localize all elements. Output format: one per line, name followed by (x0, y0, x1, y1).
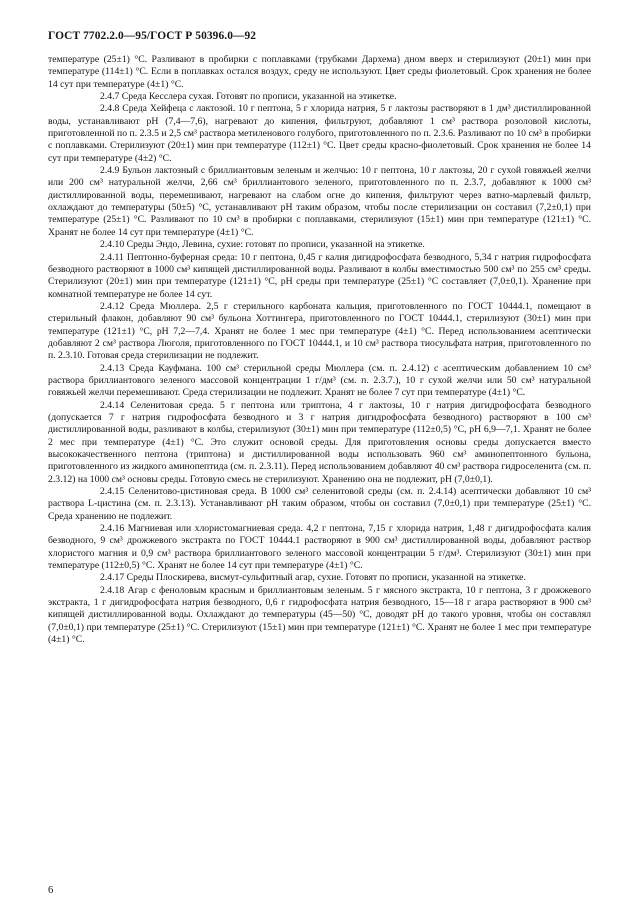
paragraph: 2.4.14 Селенитовая среда. 5 г пептона или триптона, 4 г лактозы, 10 г натрия дигидрофосфата безводного (допускается 7 г натрия гидрофосфата безводного и 3 г натрия дигидрофосфата безводного) растворяют в 100 см³ дистиллированной воды, разливают в колбы, стерилизуют (30±1) мин при температуре (112±0,5) °С, рН 6,9—7,1. Хранят не более 2 мес при температуре (4±1) °С. Это служит основой среды. Для приготовления основы среды допускается вместо высококачественного пептона (триптона) и дистиллированной воды использовать 960 см³ аминопептонного бульона, приготовленного из жидкого аминопептида (см. п. 2.3.11). Перед использованием добавляют 40 см³ раствора гидроселенита (см. п. 2.3.12) на 1000 см³ основы среды. Готовую смесь не стерилизуют. Хранению она не подлежит, рН (7,0±0,1). (48, 399, 591, 485)
paragraph: 2.4.9 Бульон лактозный с бриллиантовым зеленым и желчью: 10 г пептона, 10 г лактозы, 20 г сухой говяжьей желчи или 200 см³ натуральной желчи, 2,66 см³ бриллиантового зеленого, приготовленного по п. 2.3.7, добавляют к 1000 см³ дистиллированной воды, перемешивают, нагревают на слабом огне до кипения, фильтруют через ватно-марлевый фильтр, охлаждают до температуры (50±5) °С, устанавливают рН таким образом, чтобы после стерилизации он составил (7,2±0,1) при температуре (25±1) °С. Разливают по 10 см³ в пробирки с поплавками, стерилизуют (15±1) мин при температуре (121±1) °С. Хранят не более 14 сут при температуре (4±1) °С. (48, 165, 591, 238)
paragraph: 2.4.8 Среда Хейфеца с лактозой. 10 г пептона, 5 г хлорида натрия, 5 г лактозы растворяют в 1 дм³ дистиллированной воды, устанавливают рН (7,4—7,6), нагревают до кипения, фильтруют, добавляют 1 см³ раствора розоловой кислоты, приготовленной по п. 2.3.5 и 2,5 см³ раствора метиленового голубого, приготовленного по п. 2.3.6. Разливают по 10 см³ в пробирки с поплавками. Стерилизуют (20±1) мин при температуре (112±1) °С. Цвет среды красно-фиолетовый. Срок хранения не более 14 сут при температуре (4±2) °С. (48, 103, 591, 164)
paragraph: 2.4.13 Среда Кауфмана. 100 см³ стерильной среды Мюллера (см. п. 2.4.12) с асептическим добавлением 10 см³ раствора бриллиантового зеленого массовой концентрации 1 г/дм³ (см. п. 2.3.7.), 10 г сухой желчи или 50 см³ натуральной говяжьей желчи перемешивают. Среда стерилизации не подлежит. Хранят не более 7 сут при температуре (4±1) °С. (48, 362, 591, 399)
paragraph: 2.4.16 Магниевая или хлористомагниевая среда. 4,2 г пептона, 7,15 г хлорида натрия, 1,48 г дигидрофосфата калия безводного, 9 см³ дрожжевого экстракта по ГОСТ 10444.1 растворяют в 900 см³ дистиллированной воды, добавляют раствор хлористого магния и 0,9 см³ раствора бриллиантового зеленого массовой концентрации 5 г/дм³. Стерилизуют (30±1) мин при температуре (112±0,5) °С. Хранят не более 14 сут при температуре (4±1) °С. (48, 523, 591, 572)
paragraph: 2.4.11 Пептонно-буферная среда: 10 г пептона, 0,45 г калия дигидрофосфата безводного, 5,34 г натрия гидрофосфата безводного растворяют в 1000 см³ кипящей дистиллированной воды. Разливают в колбы вместимостью 500 см³ по 255 см³ среды. Стерилизуют (20±1) мин при температуре (121±1) °С, рН среды при температуре (25±1) °С составляет (7,0±0,1). Хранение при комнатной температуре не более 14 сут. (48, 251, 591, 300)
paragraph: температуре (25±1) °С. Разливают в пробирки с поплавками (трубками Дархема) дном вверх и стерилизуют (20±1) мин при температуре (114±1) °С. Если в поплавках остался воздух, среду не используют. Цвет среды фиолетовый. Срок хранения не более 14 сут при температуре (4±1) °С. (48, 54, 591, 90)
document-header: ГОСТ 7702.2.0—95/ГОСТ Р 50396.0—92 (48, 30, 257, 42)
page-number: 6 (48, 885, 54, 896)
paragraph: 2.4.18 Агар с феноловым красным и бриллиантовым зеленым. 5 г мясного экстракта, 10 г пептона, 3 г дрожжевого экстракта, 1 г дигидрофосфата натрия безводного, 0,6 г гидрофосфата натрия безводного, 15—18 г агара растворяют в 900 см³ кипящей дистиллированной воды. Охлаждают до температуры (45—50) °С, доводят рН до такого уровня, чтобы он составлял (7,0±0,1) при температуре (25±1) °С. Стерилизуют (15±1) мин при температуре (121±1) °С. Хранят не более 1 мес при температуре (4±1) °С. (48, 584, 591, 646)
paragraph: 2.4.12 Среда Мюллера. 2,5 г стерильного карбоната кальция, приготовленного по ГОСТ 10444.1, помещают в стерильный флакон, добавляют 90 см³ бульона Хоттингера, приготовленного по ГОСТ 10444.1, стерилизуют (30±1) мин при температуре (121±1) °С, рН 7,2—7,4. Хранят не более 1 мес при температуре (4±1) °С. Перед использованием асептически добавляют 2 см³ раствора Люголя, приготовленного по ГОСТ 10444.1, и 10 см³ раствора тиосульфата натрия, приготовленного по п. 2.3.10. Готовая среда стерилизации не подлежит. (48, 300, 591, 362)
paragraph: 2.4.17 Среды Плоскирева, висмут-сульфитный агар, сухие. Готовят по прописи, указанной на этикетке. (100, 572, 526, 584)
paragraph: 2.4.7 Среда Кесслера сухая. Готовят по прописи, указанной на этикетке. (100, 91, 397, 103)
paragraph: 2.4.15 Селенитово-цистиновая среда. В 1000 см³ селенитовой среды (см. п. 2.4.14) асептически добавляют 10 см³ раствора L-цистина (см. п. 2.3.13). Устанавливают рН таким образом, чтобы он составил (7,0±0,1) при температуре (25±1) °С. Среда хранению не подлежит. (48, 486, 591, 522)
page (48, 30, 591, 647)
paragraph: 2.4.10 Среды Эндо, Левина, сухие: готовят по прописи, указанной на этикетке. (100, 239, 425, 251)
document-body (48, 54, 591, 647)
